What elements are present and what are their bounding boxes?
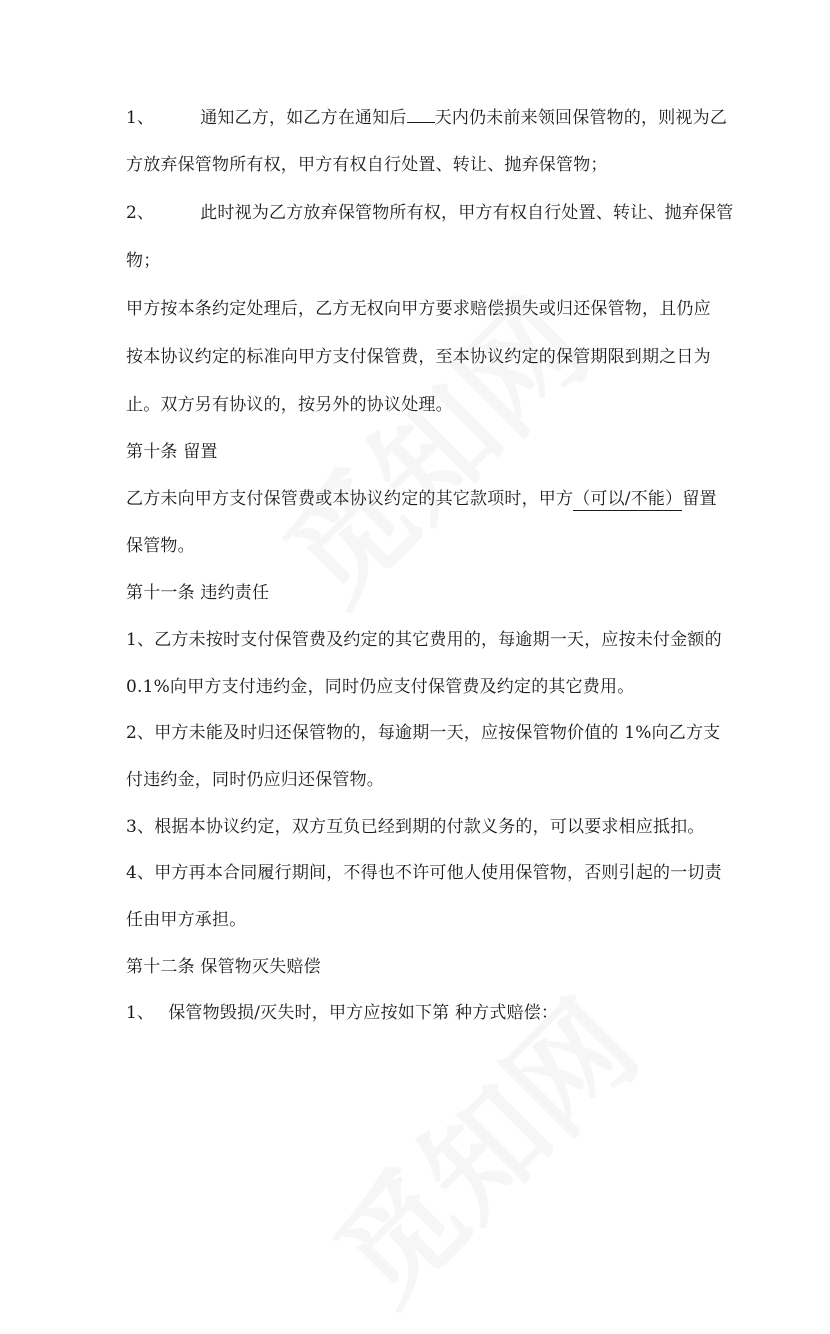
clause-line-20	[126, 1001, 558, 1025]
clause-line-4	[126, 249, 160, 273]
section-heading-12	[126, 955, 321, 979]
clause-line-15	[126, 768, 384, 792]
clause-line-14	[126, 721, 720, 745]
section-heading-10	[126, 440, 218, 464]
clause-line-16	[126, 815, 705, 839]
line-text: 保管物。	[126, 536, 195, 556]
clause-line-7	[126, 393, 453, 417]
line-text: 物；	[126, 251, 161, 271]
heading-text: 第十一条 违约责任	[126, 583, 270, 603]
section-heading-11	[126, 581, 269, 605]
line-text: 甲方按本条约定处理后，乙方无权向甲方要求赔偿损失或归还保管物，且仍应	[126, 299, 711, 319]
line-text: 乙方未向甲方支付保管费或本协议约定的其它款项时，甲方	[126, 489, 574, 509]
list-number: 1、	[126, 108, 155, 128]
line-text: 此时视为乙方放弃保管物所有权，甲方有权自行处置、转让、抛弃保管	[200, 203, 734, 223]
heading-text: 第十二条 保管物灭失赔偿	[126, 957, 321, 977]
clause-line-18	[126, 908, 246, 932]
line-text: 3、根据本协议约定，双方互负已经到期的付款义务的，可以要求相应抵扣。	[126, 817, 705, 837]
underlined-option: （可以/不能）	[573, 489, 683, 509]
fill-in-blank	[407, 104, 435, 123]
line-text: 保管物毁损/灭失时，甲方应按如下第 种方式赔偿：	[168, 1003, 559, 1023]
line-text: 1、乙方未按时支付保管费及约定的其它费用的，每逾期一天，应按未付金额的	[126, 630, 722, 650]
clause-line-3	[126, 201, 733, 225]
clause-line-9	[126, 487, 717, 511]
line-text: 2、甲方未能及时归还保管物的，每逾期一天，应按保管物价值的 1%向乙方支	[126, 723, 721, 743]
line-text: 天内仍未前来领回保管物的，则视为乙	[434, 108, 728, 128]
clause-line-12	[126, 628, 722, 652]
clause-line-10	[126, 534, 195, 558]
clause-line-13	[126, 675, 634, 699]
clause-line-5	[126, 297, 711, 321]
line-text: 留置	[682, 489, 717, 509]
line-text: 0.1%向甲方支付违约金，同时仍应支付保管费及约定的其它费用。	[126, 677, 635, 697]
clause-line-17	[126, 861, 722, 885]
clause-line-1	[126, 104, 727, 130]
line-text: 方放弃保管物所有权，甲方有权自行处置、转让、抛弃保管物；	[126, 155, 608, 175]
heading-text: 第十条 留置	[126, 442, 218, 462]
line-text: 4、甲方再本合同履行期间，不得也不许可他人使用保管物，否则引起的一切责	[126, 863, 722, 883]
list-number: 2、	[126, 203, 155, 223]
clause-line-6	[126, 345, 711, 369]
line-text: 通知乙方，如乙方在通知后	[200, 108, 407, 128]
line-text: 任由甲方承担。	[126, 910, 247, 930]
list-number: 1、	[126, 1003, 155, 1023]
line-text: 止。双方另有协议的，按另外的协议处理。	[126, 395, 453, 415]
line-text: 按本协议约定的标准向甲方支付保管费，至本协议约定的保管期限到期之日为	[126, 347, 711, 367]
clause-line-2	[126, 153, 608, 177]
line-text: 付违约金，同时仍应归还保管物。	[126, 770, 384, 790]
